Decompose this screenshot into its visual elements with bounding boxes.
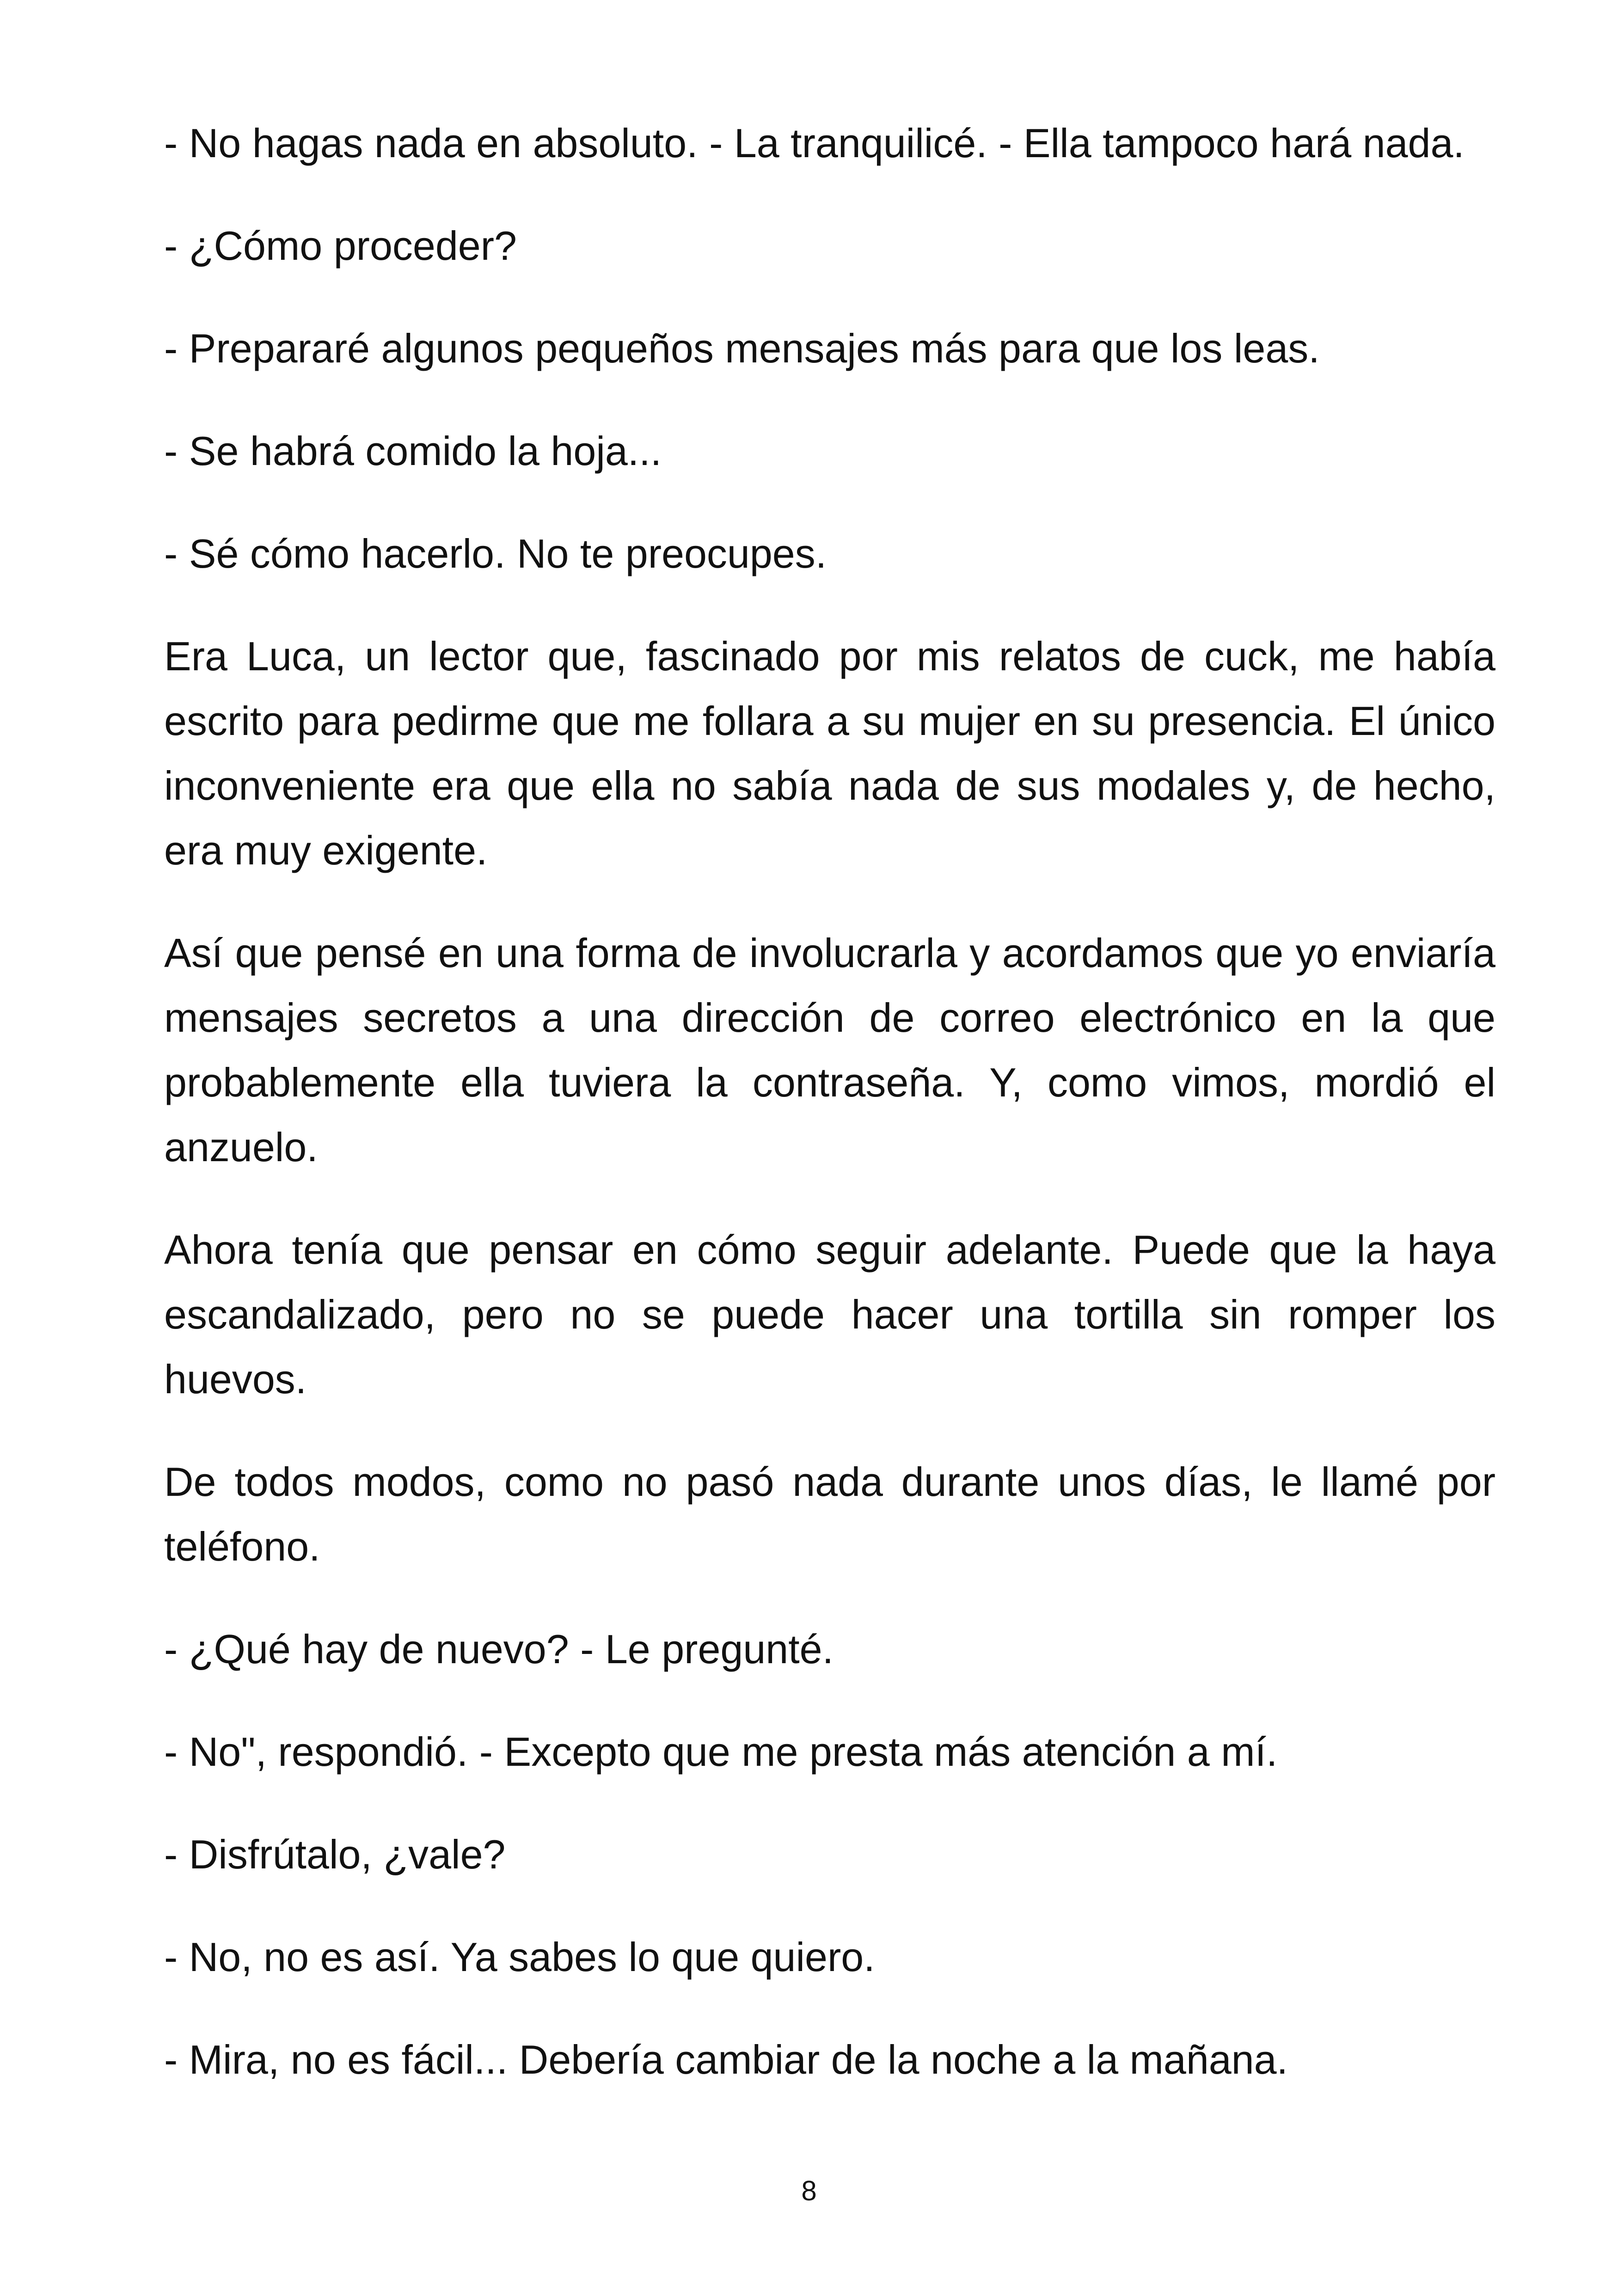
dialog-line: - Sé cómo hacerlo. No te preocupes. (164, 531, 827, 576)
narrative-paragraph: Era Luca, un lector que, fascinado por mis relatos de cuck, me había escrito para pedirme que me follara a su mujer en su presencia. El único inconveniente era que ella no sabía nada de sus modales y, de hecho, era muy exigente. (164, 633, 1495, 873)
dialog-line: - Mira, no es fácil... Debería cambiar de la noche a la mañana. (164, 2037, 1288, 2082)
dialog-line: - Prepararé algunos pequeños mensajes más para que los leas. (164, 325, 1320, 371)
narrative-paragraph: De todos modos, como no pasó nada durante unos días, le llamé por teléfono. (164, 1459, 1495, 1569)
dialog-line: - ¿Cómo proceder? (164, 223, 517, 269)
page-body (164, 111, 1495, 2130)
dialog-line: - ¿Qué hay de nuevo? - Le pregunté. (164, 1626, 834, 1672)
dialog-line: - No hagas nada en absoluto. - La tranquilicé. - Ella tampoco hará nada. (164, 120, 1465, 166)
narrative-paragraph: Ahora tenía que pensar en cómo seguir adelante. Puede que la haya escandalizado, pero no se puede hacer una tortilla sin romper los huevos. (164, 1227, 1495, 1402)
dialog-line: - No, no es así. Ya sabes lo que quiero. (164, 1934, 875, 1980)
page-number: 8 (801, 2175, 817, 2206)
dialog-line: - Se habrá comido la hoja... (164, 428, 662, 474)
dialog-line: - No", respondió. - Excepto que me presta más atención a mí. (164, 1729, 1278, 1775)
narrative-paragraph: Así que pensé en una forma de involucrarla y acordamos que yo enviaría mensajes secretos a una dirección de correo electrónico en la que probablemente ella tuviera la contraseña. Y, como vimos, mordió el anzuelo. (164, 930, 1495, 1170)
dialog-line: - Disfrútalo, ¿vale? (164, 1831, 506, 1877)
